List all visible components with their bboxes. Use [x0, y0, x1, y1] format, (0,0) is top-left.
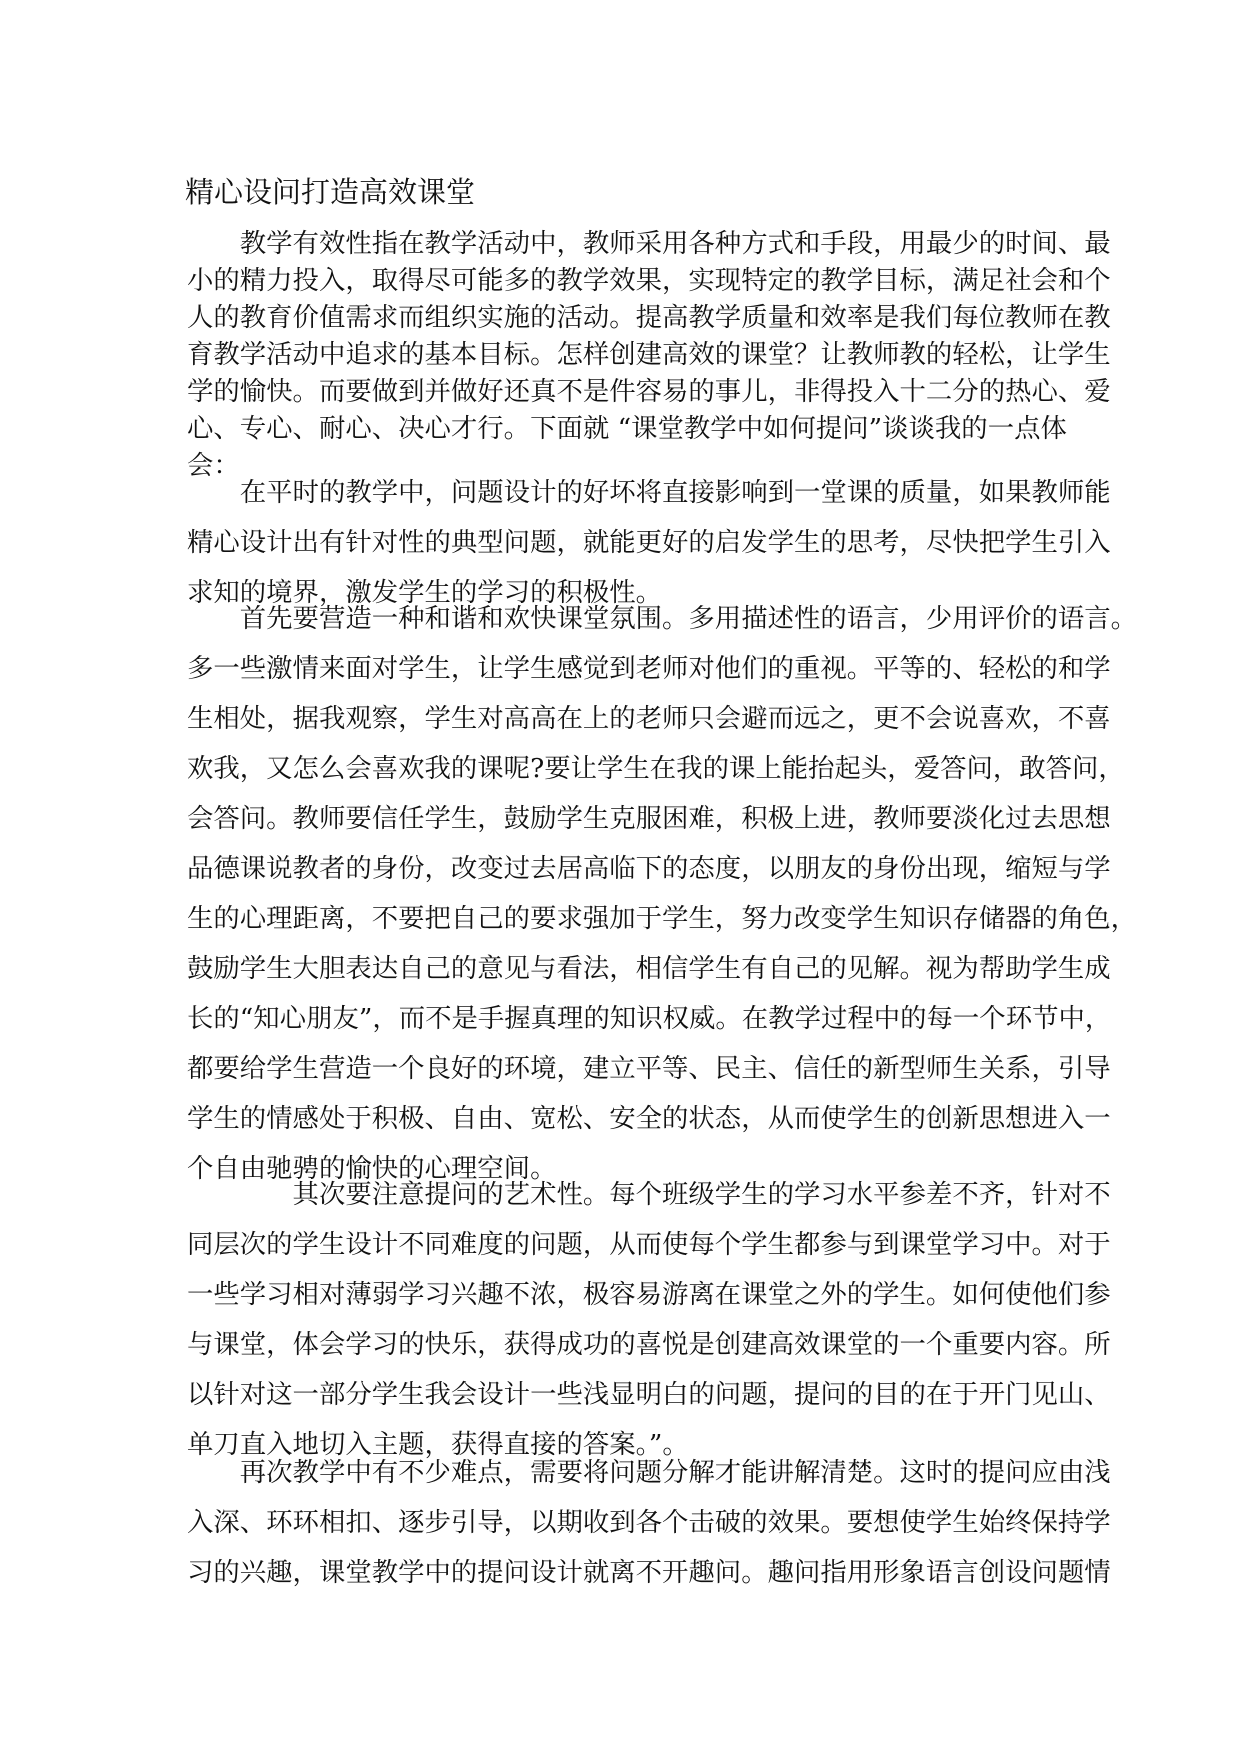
paragraph-line: 其次要注意提问的艺术性。每个班级学生的学习水平参差不齐，针对不 — [187, 1179, 1111, 1210]
paragraph-first-point — [187, 594, 1138, 1194]
paragraph-line: 学的愉快。而要做到并做好还真不是件容易的事儿，非得投入十二分的热心、爱 — [187, 376, 1111, 407]
paragraph-line: 生的心理距离，不要把自己的要求强加于学生，努力改变学生知识存储器的角色， — [187, 903, 1138, 934]
paragraph-line: 求知的境界，激发学生的学习的积极性。 — [187, 577, 663, 608]
paragraph-line: 一些学习相对薄弱学习兴趣不浓，极容易游离在课堂之外的学生。如何使他们参 — [187, 1279, 1111, 1310]
paragraph-line: 欢我，又怎么会喜欢我的课呢?要让学生在我的课上能抬起头，爱答问，敢答问， — [187, 753, 1125, 784]
paragraph-line: 同层次的学生设计不同难度的问题，从而使每个学生都参与到课堂学习中。对于 — [187, 1229, 1111, 1260]
paragraph-line: 品德课说教者的身份，改变过去居高临下的态度，以朋友的身份出现，缩短与学 — [187, 853, 1111, 884]
paragraph-third-point — [187, 1448, 1111, 1598]
paragraph-line: 生相处，据我观察，学生对高高在上的老师只会避而远之，更不会说喜欢，不喜 — [187, 703, 1111, 734]
paragraph-line: 在平时的教学中，问题设计的好坏将直接影响到一堂课的质量，如果教师能 — [187, 477, 1111, 508]
paragraph-line: 会答问。教师要信任学生，鼓励学生克服困难，积极上进，教师要淡化过去思想 — [187, 803, 1111, 834]
paragraph-line: 人的教育价值需求而组织实施的活动。提高教学质量和效率是我们每位教师在教 — [187, 302, 1111, 333]
paragraph-line: 鼓励学生大胆表达自己的意见与看法，相信学生有自己的见解。视为帮助学生成 — [187, 953, 1111, 984]
paragraph-line: 育教学活动中追求的基本目标。怎样创建高效的课堂？让教师教的轻松，让学生 — [187, 339, 1111, 370]
paragraph-line: 个自由驰骋的愉快的心理空间。 — [187, 1153, 557, 1184]
paragraph-line: 入深、环环相扣、逐步引导，以期收到各个击破的效果。要想使学生始终保持学 — [187, 1507, 1111, 1538]
paragraph-line: 都要给学生营造一个良好的环境，建立平等、民主、信任的新型师生关系，引导 — [187, 1053, 1111, 1084]
paragraph-second-point — [187, 1170, 1111, 1470]
paragraph-line: 习的兴趣，课堂教学中的提问设计就离不开趣问。趣问指用形象语言创设问题情 — [187, 1557, 1111, 1588]
paragraph-line: 与课堂，体会学习的快乐，获得成功的喜悦是创建高效课堂的一个重要内容。所 — [187, 1329, 1111, 1360]
paragraph-line: 会： — [187, 450, 240, 481]
paragraph-line: 小的精力投入，取得尽可能多的教学效果，实现特定的教学目标，满足社会和个 — [187, 265, 1111, 296]
paragraph-line: 以针对这一部分学生我会设计一些浅显明白的问题，提问的目的在于开门见山、 — [187, 1379, 1111, 1410]
paragraph-line: 多一些激情来面对学生，让学生感觉到老师对他们的重视。平等的、轻松的和学 — [187, 653, 1111, 684]
paragraph-line: 学生的情感处于积极、自由、宽松、安全的状态，从而使学生的创新思想进入一 — [187, 1103, 1111, 1134]
paragraph-intro — [187, 225, 1111, 484]
paragraph-line: 长的“知心朋友”，而不是手握真理的知识权威。在教学过程中的每一个环节中， — [187, 1003, 1112, 1034]
paragraph-line: 单刀直入地切入主题，获得直接的答案。”。 — [187, 1429, 689, 1460]
paragraph-line: 精心设计出有针对性的典型问题，就能更好的启发学生的思考，尽快把学生引入 — [187, 527, 1111, 558]
paragraph-line: 教学有效性指在教学活动中，教师采用各种方式和手段，用最少的时间、最 — [187, 228, 1111, 259]
paragraph-line: 心、专心、耐心、决心才行。下面就 “课堂教学中如何提问”谈谈我的一点体 — [187, 413, 1067, 444]
paragraph-line: 首先要营造一种和谐和欢快课堂氛围。多用描述性的语言，少用评价的语言。 — [187, 603, 1138, 634]
document-title: 精心设问打造高效课堂 — [185, 175, 476, 209]
paragraph-line: 再次教学中有不少难点，需要将问题分解才能讲解清楚。这时的提问应由浅 — [187, 1457, 1111, 1488]
